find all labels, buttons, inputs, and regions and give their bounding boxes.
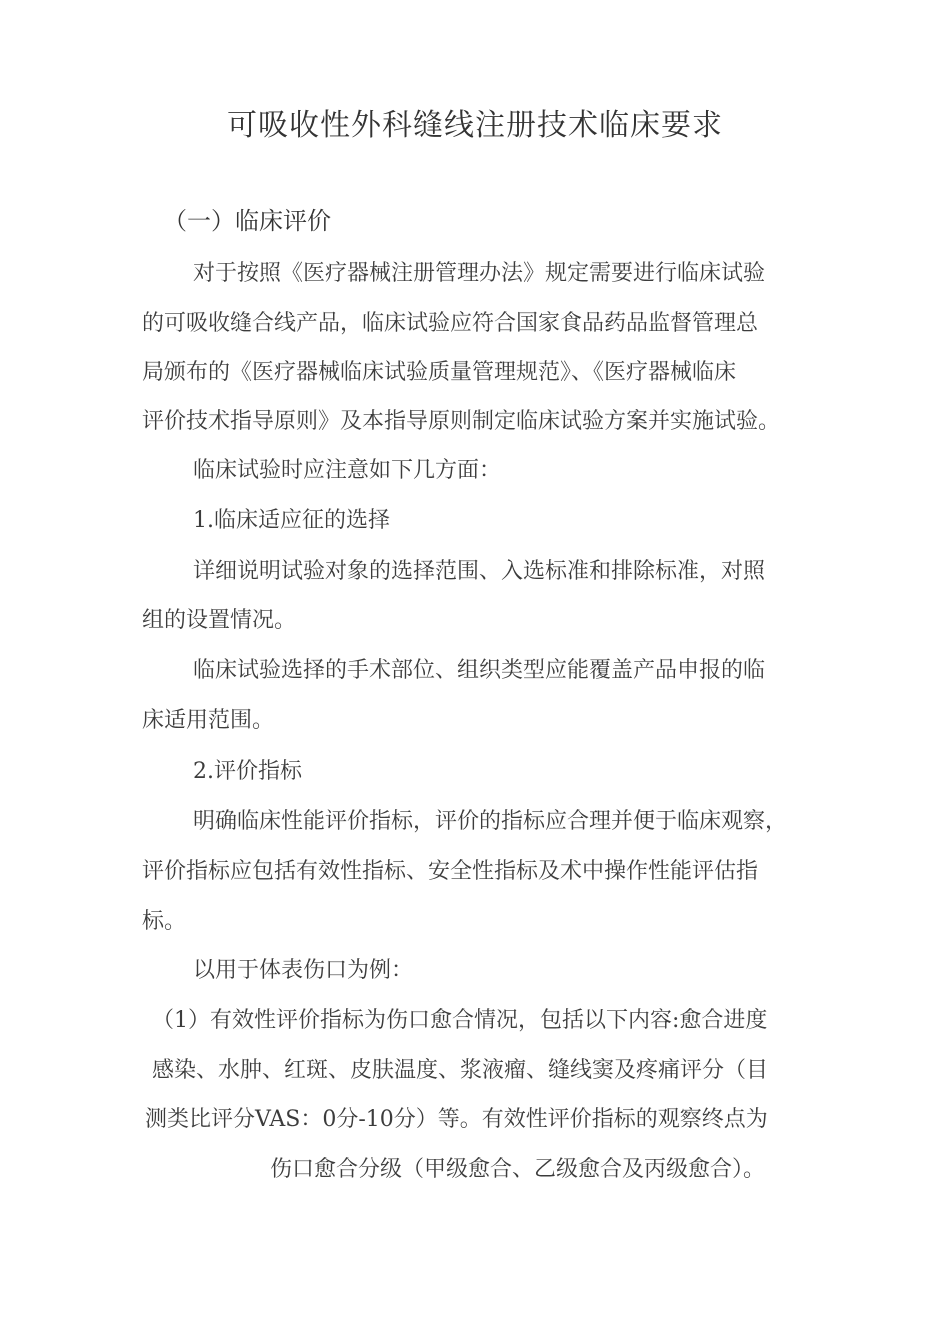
paragraph-line: 详细说明试验对象的选择范围、入选标准和排除标准，对照 [193,559,766,584]
paragraph-line: 组的设置情况。 [142,608,297,633]
subsection-heading: 1.临床适应征的选择 [193,508,390,533]
document-title: 可吸收性外科缝线注册技术临床要求 [227,108,723,143]
list-item-line: 伤口愈合分级（甲级愈合、乙级愈合及丙级愈合）。 [270,1157,766,1182]
paragraph-line: 的可吸收缝合线产品，临床试验应符合国家食品药品监督管理总 [142,311,759,336]
list-item-line: 测类比评分VAS：0分-10分）等。有效性评价指标的观察终点为 [145,1107,768,1132]
list-item-line: 感染、水肿、红斑、皮肤温度、浆液瘤、缝线窦及疼痛评分（目 [152,1058,769,1083]
section-heading: （一）临床评价 [163,207,331,235]
subsection-heading: 2.评价指标 [193,759,302,784]
paragraph-line: 局颁布的《医疗器械临床试验质量管理规范》、《医疗器械临床 [142,360,737,385]
paragraph-line: 床适用范围。 [142,708,275,733]
paragraph-line: 对于按照《医疗器械注册管理办法》规定需要进行临床试验 [193,261,766,286]
list-item-line: （1）有效性评价指标为伤口愈合情况，包括以下内容:愈合进度 [152,1008,768,1033]
paragraph-line: 标。 [142,909,187,934]
paragraph-line: 以用于体表伤口为例： [193,958,414,983]
paragraph-line: 评价指标应包括有效性指标、安全性指标及术中操作性能评估指 [142,859,759,884]
paragraph-line: 明确临床性能评价指标，评价的指标应合理并便于临床观察， [193,809,788,834]
paragraph-line: 临床试验选择的手术部位、组织类型应能覆盖产品申报的临 [193,658,766,683]
paragraph-line: 评价技术指导原则》及本指导原则制定临床试验方案并实施试验。 [142,409,781,434]
paragraph-line: 临床试验时应注意如下几方面： [193,458,502,483]
